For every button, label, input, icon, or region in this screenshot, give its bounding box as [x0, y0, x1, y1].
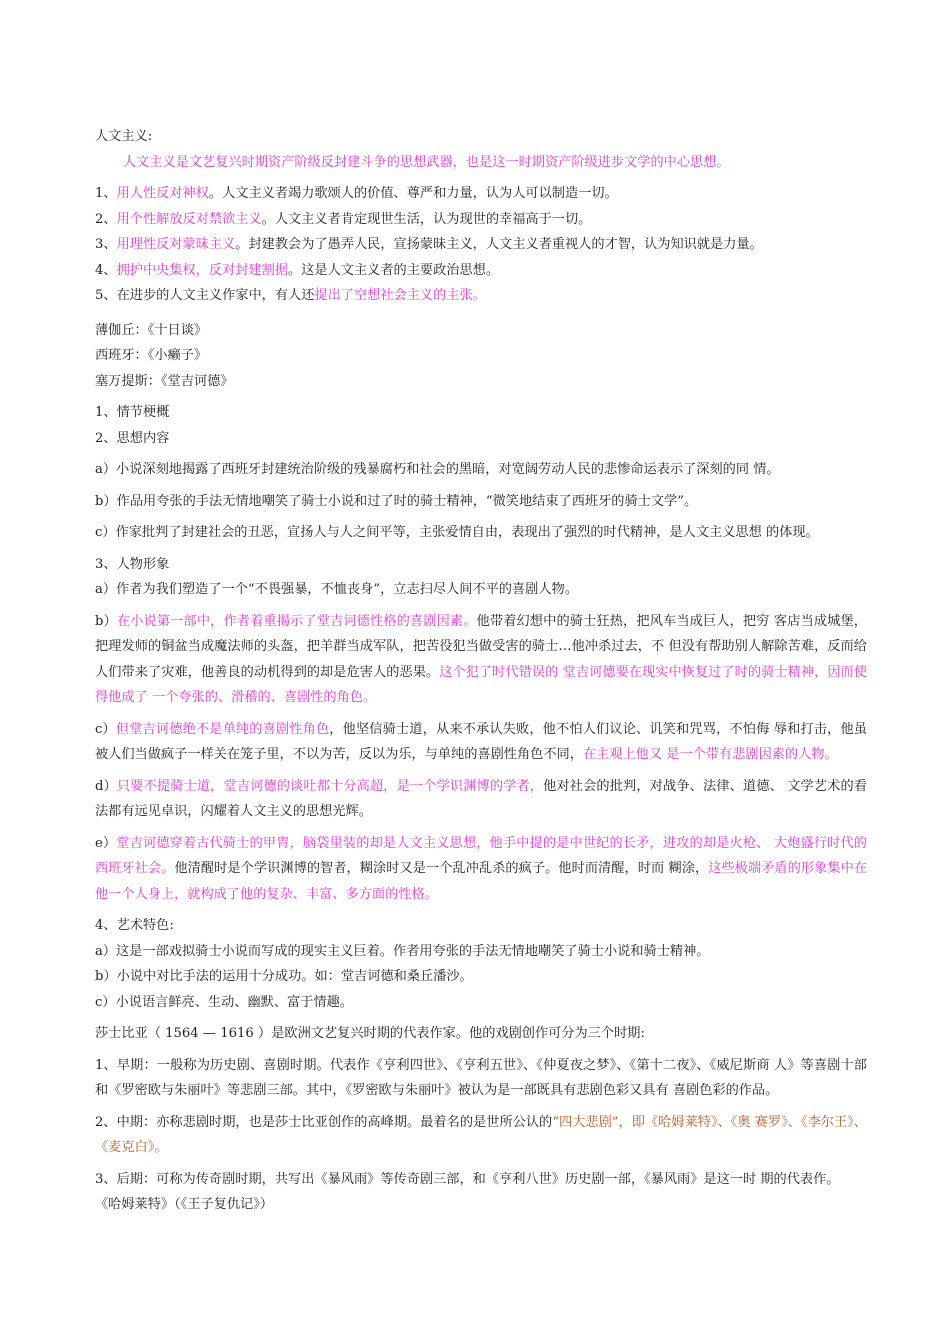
character-b — [95, 609, 867, 711]
item-highlight: 在小说第一部中，作者着重揭示了堂吉诃德性格的喜剧因素。 — [116, 613, 477, 629]
shakespeare-intro: 莎士比亚（ 1564 — 1616 ）是欧洲文艺复兴时期的代表作家。他的戏剧创作可分为三个时期: — [95, 1026, 645, 1041]
humanism-point-1 — [95, 181, 867, 207]
point-text: 。这是人文主义者的主要政治思想。 — [288, 262, 500, 278]
point-number: 3、 — [95, 237, 117, 252]
point-highlight: 拥护中央集权，反对封建割据 — [116, 262, 289, 278]
point-text: 。人文主义者竭力歌颂人的价值、尊严和力量，认为人可以制造一切。 — [208, 186, 618, 201]
item-text: 他带着幻想中的骑士狂热，把风车当成巨人，把穷 客店当成城堡，把理发师的铜盆当成魔法师的头盔，把羊群当成军队，把苦役犯当做受害的骑士…他冲杀过去，不 但没有帮助别人解除苦难，反而给人们带来了灾难，他善良的动机得到的却是危害人的恶果。 — [95, 613, 867, 680]
work-decameron: 薄伽丘：《十日谈》 — [95, 322, 208, 338]
item-highlight: 这个犯了时代错误的 堂吉诃德要在现实中恢复过了时的骑士精神，因而使得他成了 一个夸张的、滑稽的、喜剧性的角色。 — [95, 664, 867, 705]
thought-a: a）小说深刻地揭露了西班牙封建统治阶级的残暴腐朽和社会的黑暗，对宽阔劳动人民的悲惨命运表示了深刻的同 情。 — [95, 462, 780, 477]
item-label: d） — [95, 778, 117, 794]
point-number: 2、 — [95, 211, 117, 227]
item-highlight: 只要不提骑士道，堂吉诃德的谈吐都十分高超，是一个学识渊博的学者， — [116, 778, 544, 794]
shakespeare-late: 3、后期：可称为传奇剧时期，共写出《暴风雨》等传奇剧三部，和《亨利八世》历史剧一部，《暴风雨》是这一时 期的代表作。 — [95, 1171, 840, 1187]
character-c — [95, 717, 867, 768]
character-e — [95, 831, 867, 908]
thought-c: c）作家批判了封建社会的丑恶，宣扬人与人之间平等，主张爱情自由，表现出了强烈的时代精神，是人文主义思想 的体现。 — [95, 525, 819, 540]
humanism-point-2 — [95, 207, 867, 233]
section-thought: 2、思想内容 — [95, 430, 170, 446]
art-a: a）这是一部戏拟骑士小说而写成的现实主义巨着。作者用夸张的手法无情地嘲笑了骑士小说和骑士精神。 — [95, 943, 710, 959]
humanism-heading: 人文主义: — [95, 129, 153, 144]
hamlet-title: 《哈姆莱特》（《王子复仇记》） — [95, 1197, 274, 1212]
humanism-point-4 — [95, 258, 867, 284]
work-lazarillo: 西班牙：《小癞子》 — [95, 348, 208, 363]
work-don-quixote: 塞万提斯：《堂吉诃德》 — [95, 373, 234, 389]
point-text: 。人文主义者肯定现世生活，认为现世的幸福高于一切。 — [261, 211, 592, 227]
item-text: 他清醒时是个学识渊博的智者，糊涂时又是一个乱冲乱杀的疯子。他时而清醒，时而 糊涂， — [174, 861, 709, 876]
item-highlight: 但堂吉诃德绝不是单纯的喜剧性角色 — [115, 721, 330, 737]
point-highlight: 用理性反对蒙昧主义 — [116, 237, 236, 252]
point-number: 5、 — [95, 288, 117, 303]
item-text: 他对社会的批判，对战争、法律、道德、 文学艺术的看法都有远见卓识，闪耀着人文主义的思想光辉。 — [95, 778, 867, 819]
humanism-definition: 人文主义是文艺复兴时期资产阶级反封建斗争的思想武器，也是这一时期资产阶级进步文学的中心思想。 — [123, 154, 730, 170]
point-number: 4、 — [95, 262, 117, 278]
section-plot: 1、情节梗概 — [95, 405, 170, 420]
art-c: c）小说语言鲜亮、生动、幽默、富于情趣。 — [95, 994, 353, 1010]
shakespeare-middle — [95, 1110, 867, 1161]
point-highlight: 用人性反对神权 — [116, 186, 209, 201]
item-highlight: 在主观上他又 是一个带有悲剧因素的人物。 — [582, 747, 838, 762]
section-art: 4、艺术特色: — [95, 918, 174, 933]
item-label: b） — [95, 613, 117, 629]
point-text: 。封建教会为了愚弄人民，宣扬蒙昧主义，人文主义者重视人的才智，认为知识就是力量。 — [235, 237, 763, 252]
point-highlight: 提出了空想社会主义的主张。 — [314, 288, 486, 303]
item-text: 2、中期：亦称悲剧时期，也是莎士比亚创作的高峰期。最着名的是世所公认的 — [95, 1114, 553, 1130]
section-character: 3、人物形象 — [95, 556, 170, 572]
humanism-point-5 — [95, 283, 867, 309]
four-tragedies-highlight: “四大悲剧”，即《哈姆莱特》、《奥 赛罗》、《李尔王》、《麦克白》。 — [95, 1114, 867, 1155]
humanism-point-3 — [95, 232, 867, 258]
document-body — [95, 124, 867, 1218]
character-d — [95, 774, 867, 825]
item-highlight: 堂吉诃德穿着古代骑士的甲胄，脑袋里装的却是人文主义思想，他手中提的是中世纪的长矛，进攻的却是火枪、 大炮盛行时代的西班牙社会。 — [95, 835, 867, 876]
item-label: e） — [95, 835, 117, 851]
character-a: a）作者为我们塑造了一个“不畏强暴，不恤丧身”，立志扫尽人间不平的喜剧人物。 — [95, 582, 578, 597]
thought-b: b）作品用夸张的手法无情地嘲笑了骑士小说和过了时的骑士精神，“微笑地结束了西班牙的骑士文学”。 — [95, 493, 698, 509]
point-highlight: 用个性解放反对禁欲主义 — [116, 211, 262, 227]
point-text: 在进步的人文主义作家中，有人还 — [116, 288, 315, 303]
point-number: 1、 — [95, 186, 117, 201]
item-highlight: 这些极端矛盾的形象集中在他一个人身上，就构成了他的复杂、丰富、多方面的性格。 — [95, 861, 868, 902]
shakespeare-early: 1、早期：一般称为历史剧、喜剧时期。代表作《亨利四世》、《亨利五世》、《仲夏夜之梦》、《第十二夜》、《威尼斯商 人》等喜剧十部和《罗密欧与朱丽叶》等悲剧三部。其中，《罗密欧与朱丽叶》被认为是一部既具有悲剧色彩又具有 喜剧色彩的作品。 — [95, 1057, 867, 1098]
item-label: c） — [95, 721, 116, 737]
item-text: ，他坚信骑士道，从来不承认失败，他不怕人们议论、讥笑和咒骂，不怕侮 辱和打击，他虽被人们当做疯子一样关在笼子里，不以为苦，反以为乐，与单纯的喜剧性角色不同， — [95, 721, 867, 762]
art-b: b）小说中对比手法的运用十分成功。如：堂吉诃德和桑丘潘沙。 — [95, 969, 473, 984]
